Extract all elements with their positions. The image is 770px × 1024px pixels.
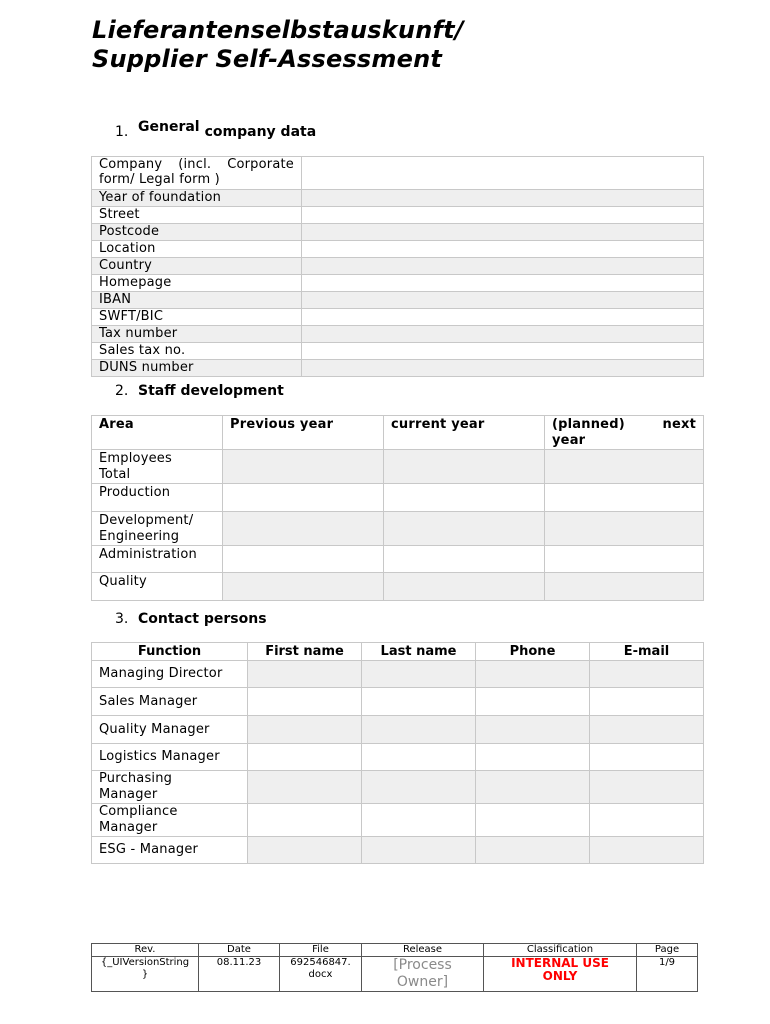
- company-data-table: [91, 156, 704, 377]
- value-input-cell[interactable]: [302, 190, 704, 207]
- value-input-cell[interactable]: [302, 241, 704, 258]
- footer-header-file: File: [280, 944, 362, 957]
- input-cell[interactable]: [590, 661, 704, 688]
- table-row: [92, 360, 704, 377]
- row-label: Sales tax no.: [92, 343, 302, 360]
- section-heading-staff: [115, 383, 284, 399]
- header-phone: Phone: [476, 643, 590, 661]
- table-row: [92, 343, 704, 360]
- input-cell[interactable]: [590, 771, 704, 804]
- header-next-year: [545, 416, 704, 450]
- table-row: [92, 744, 704, 771]
- table-row: [92, 546, 704, 573]
- footer-date: 08.11.23: [199, 957, 280, 992]
- row-label: Country: [92, 258, 302, 275]
- section-title-part1: General: [138, 119, 200, 135]
- row-label: Street: [92, 207, 302, 224]
- input-cell[interactable]: [476, 661, 590, 688]
- input-cell[interactable]: [362, 716, 476, 744]
- input-cell[interactable]: [590, 744, 704, 771]
- footer-header-date: Date: [199, 944, 280, 957]
- table-header-row: [92, 643, 704, 661]
- label-line: form/ Legal form ): [99, 172, 220, 187]
- input-cell[interactable]: [476, 716, 590, 744]
- input-cell[interactable]: [248, 804, 362, 837]
- input-cell[interactable]: [384, 450, 545, 484]
- section-title: Staff development: [138, 383, 284, 399]
- header-word: year: [552, 433, 586, 448]
- footer-release: [Process Owner]: [362, 957, 484, 992]
- section-heading-contacts: [115, 611, 267, 627]
- header-function: Function: [92, 643, 248, 661]
- input-cell[interactable]: [545, 450, 704, 484]
- section-number: 1.: [115, 124, 129, 140]
- title-line-2: Supplier Self-Assessment: [92, 45, 443, 73]
- footer-header-row: [92, 944, 698, 957]
- row-label: SWFT/BIC: [92, 309, 302, 326]
- input-cell[interactable]: [248, 661, 362, 688]
- input-cell[interactable]: [590, 837, 704, 864]
- table-row: [92, 309, 704, 326]
- input-cell[interactable]: [248, 744, 362, 771]
- input-cell[interactable]: [362, 661, 476, 688]
- table-row: [92, 716, 704, 744]
- input-cell[interactable]: [248, 716, 362, 744]
- table-row: [92, 190, 704, 207]
- section-title: Contact persons: [138, 611, 267, 627]
- input-cell[interactable]: [223, 484, 384, 512]
- section-number: 3.: [115, 611, 129, 627]
- header-word: next: [662, 417, 696, 432]
- table-row: [92, 688, 704, 716]
- value-input-cell[interactable]: [302, 258, 704, 275]
- table-row: [92, 275, 704, 292]
- header-area: Area: [92, 416, 223, 450]
- table-row: [92, 450, 704, 484]
- table-row: [92, 157, 704, 190]
- row-label: Employees Total: [92, 450, 223, 484]
- value-input-cell[interactable]: [302, 343, 704, 360]
- label-word: (incl.: [178, 157, 212, 172]
- company-label: [92, 157, 302, 190]
- function-label: Logistics Manager: [92, 744, 248, 771]
- header-word: (planned): [552, 417, 625, 432]
- row-label: DUNS number: [92, 360, 302, 377]
- header-last-name: Last name: [362, 643, 476, 661]
- row-label: Location: [92, 241, 302, 258]
- table-row: [92, 224, 704, 241]
- input-cell[interactable]: [362, 837, 476, 864]
- footer-page: 1/9: [637, 957, 698, 992]
- value-input-cell[interactable]: [302, 326, 704, 343]
- footer-header-page: Page: [637, 944, 698, 957]
- input-cell[interactable]: [248, 837, 362, 864]
- table-row: [92, 771, 704, 804]
- input-cell[interactable]: [384, 512, 545, 546]
- input-cell[interactable]: [476, 837, 590, 864]
- input-cell[interactable]: [590, 716, 704, 744]
- function-label: Quality Manager: [92, 716, 248, 744]
- value-input-cell[interactable]: [302, 292, 704, 309]
- table-row: [92, 484, 704, 512]
- table-row: [92, 292, 704, 309]
- input-cell[interactable]: [476, 744, 590, 771]
- title-line-1: Lieferantenselbstauskunft/: [92, 16, 464, 44]
- input-cell[interactable]: [362, 771, 476, 804]
- input-cell[interactable]: [223, 450, 384, 484]
- function-label: Managing Director: [92, 661, 248, 688]
- table-row: [92, 661, 704, 688]
- footer-file: 692546847. docx: [280, 957, 362, 992]
- input-cell[interactable]: [248, 688, 362, 716]
- document-footer-table: [91, 943, 698, 992]
- value-input-cell[interactable]: [302, 360, 704, 377]
- input-cell[interactable]: [545, 573, 704, 601]
- input-cell[interactable]: [545, 546, 704, 573]
- row-label: Production: [92, 484, 223, 512]
- input-cell[interactable]: [384, 573, 545, 601]
- footer-classification: INTERNAL USE ONLY: [484, 957, 637, 992]
- footer-header-classification: Classification: [484, 944, 637, 957]
- label-word: Company: [99, 157, 163, 172]
- value-input-cell[interactable]: [302, 309, 704, 326]
- input-cell[interactable]: [362, 804, 476, 837]
- footer-header-release: Release: [362, 944, 484, 957]
- table-row: [92, 837, 704, 864]
- value-input-cell[interactable]: [302, 224, 704, 241]
- table-header-row: [92, 416, 704, 450]
- table-row: [92, 326, 704, 343]
- table-row: [92, 207, 704, 224]
- table-row: [92, 573, 704, 601]
- header-previous-year: Previous year: [223, 416, 384, 450]
- input-cell[interactable]: [476, 804, 590, 837]
- input-cell[interactable]: [223, 512, 384, 546]
- input-cell[interactable]: [590, 688, 704, 716]
- value-input-cell[interactable]: [302, 207, 704, 224]
- table-row: [92, 258, 704, 275]
- row-label: Development/ Engineering: [92, 512, 223, 546]
- value-input-cell[interactable]: [302, 275, 704, 292]
- input-cell[interactable]: [362, 744, 476, 771]
- input-cell[interactable]: [223, 546, 384, 573]
- input-cell[interactable]: [476, 771, 590, 804]
- row-label: Quality: [92, 573, 223, 601]
- row-label: Year of foundation: [92, 190, 302, 207]
- input-cell[interactable]: [545, 512, 704, 546]
- input-cell[interactable]: [384, 484, 545, 512]
- row-label: Homepage: [92, 275, 302, 292]
- footer-value-row: [92, 957, 698, 992]
- function-label: Purchasing Manager: [92, 771, 248, 804]
- table-row: [92, 512, 704, 546]
- input-cell[interactable]: [476, 688, 590, 716]
- header-first-name: First name: [248, 643, 362, 661]
- company-input-cell[interactable]: [302, 157, 704, 190]
- function-label: ESG - Manager: [92, 837, 248, 864]
- row-label: IBAN: [92, 292, 302, 309]
- row-label: Tax number: [92, 326, 302, 343]
- input-cell[interactable]: [545, 484, 704, 512]
- row-label: Postcode: [92, 224, 302, 241]
- header-email: E-mail: [590, 643, 704, 661]
- document-title: [92, 16, 464, 74]
- table-row: [92, 241, 704, 258]
- header-current-year: current year: [384, 416, 545, 450]
- footer-rev: {_UIVersionString }: [92, 957, 199, 992]
- input-cell[interactable]: [590, 804, 704, 837]
- function-label: Compliance Manager: [92, 804, 248, 837]
- row-label: Administration: [92, 546, 223, 573]
- section-number: 2.: [115, 383, 129, 399]
- input-cell[interactable]: [362, 688, 476, 716]
- label-word: Corporate: [227, 157, 294, 172]
- contact-persons-table: [91, 642, 704, 864]
- function-label: Sales Manager: [92, 688, 248, 716]
- input-cell[interactable]: [248, 771, 362, 804]
- input-cell[interactable]: [223, 573, 384, 601]
- input-cell[interactable]: [384, 546, 545, 573]
- footer-header-rev: Rev.: [92, 944, 199, 957]
- staff-development-table: [91, 415, 704, 601]
- section-title-part2: company data: [204, 124, 317, 140]
- section-heading-general: [115, 119, 317, 140]
- table-row: [92, 804, 704, 837]
